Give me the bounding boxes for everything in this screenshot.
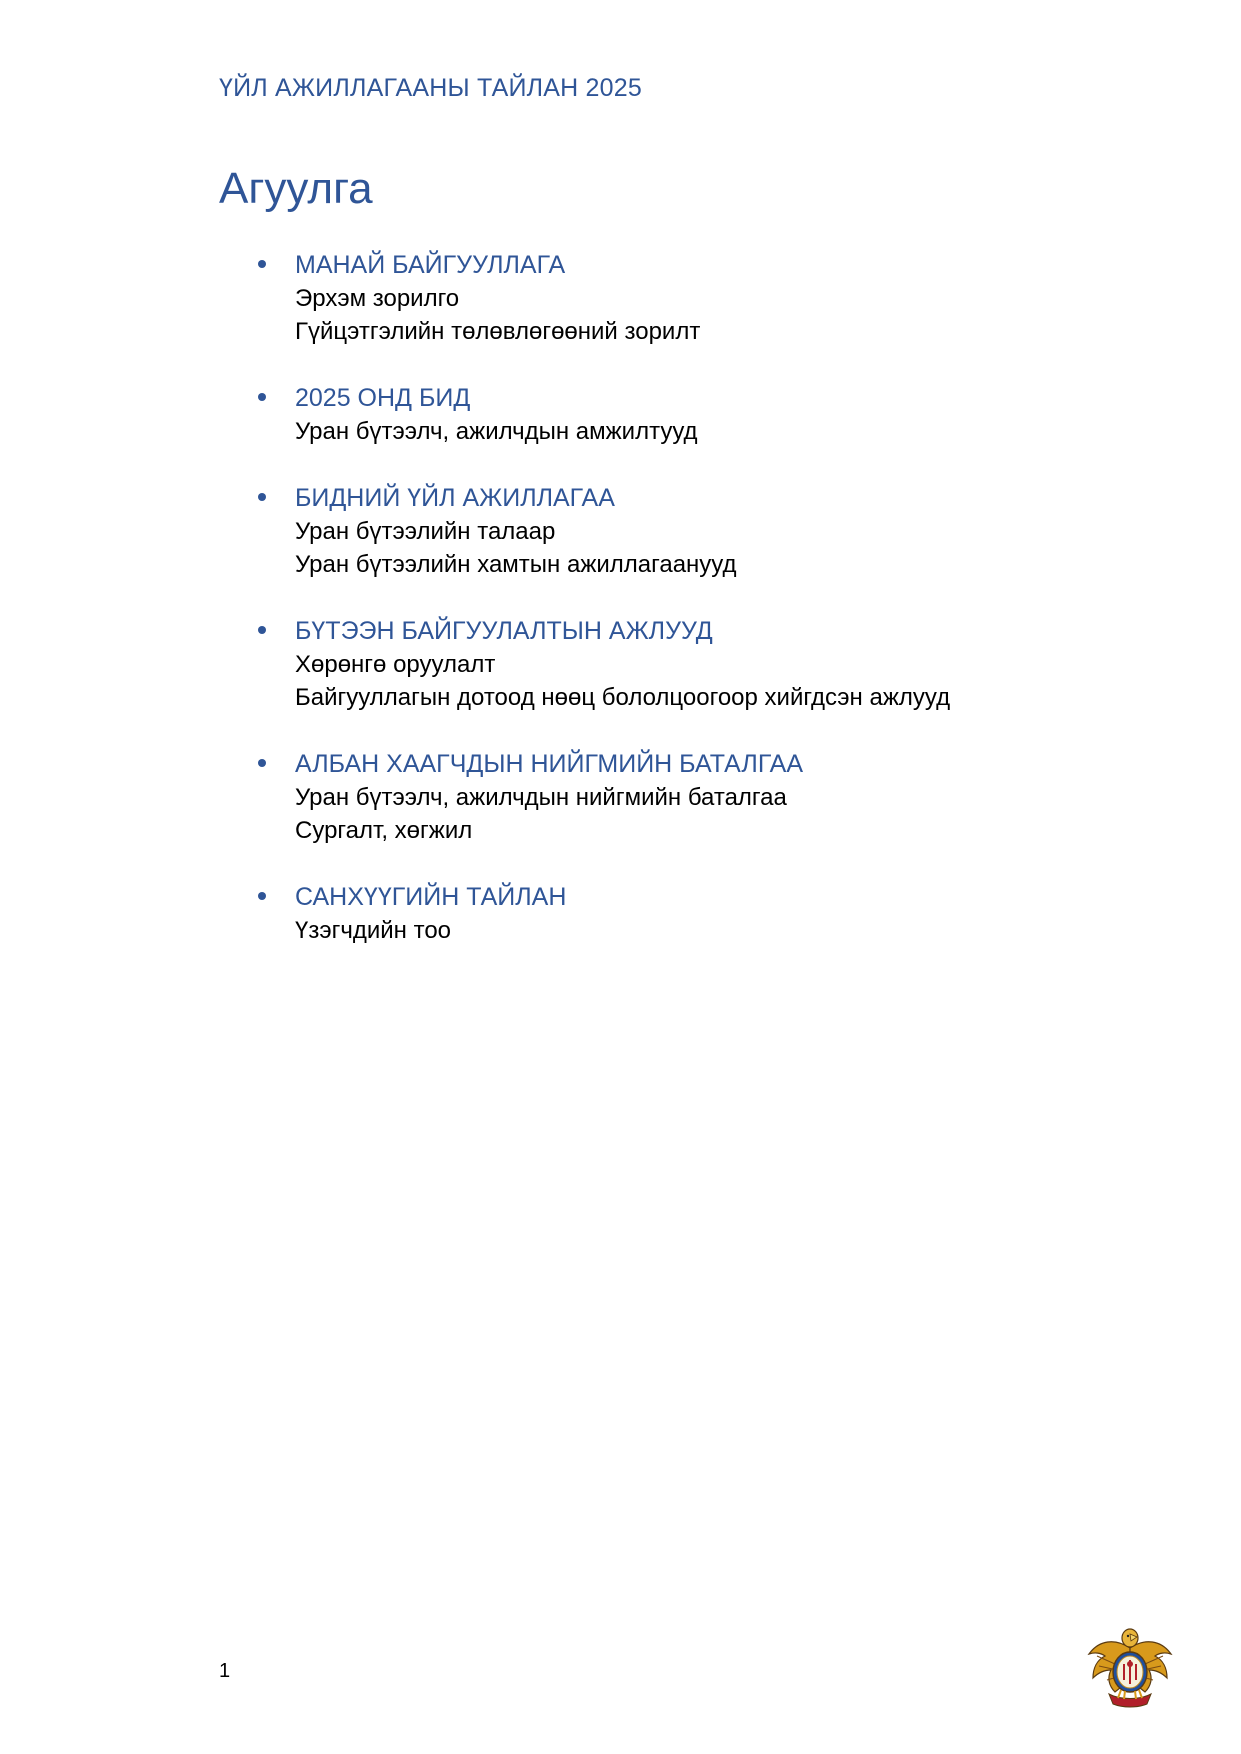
toc-section-title[interactable]: МАНАЙ БАЙГУУЛЛАГА bbox=[295, 251, 566, 279]
toc-sub-item[interactable]: Уран бүтээлч, ажилчдын нийгмийн баталгаа bbox=[295, 784, 787, 811]
toc-sub-item[interactable]: Байгууллагын дотоод нөөц бололцоогоор хийгдсэн ажлууд bbox=[295, 684, 951, 711]
toc-sub-item[interactable]: Хөрөнгө оруулалт bbox=[295, 651, 496, 678]
bullet-icon bbox=[258, 626, 266, 634]
toc-sub-item[interactable]: Эрхэм зорилго bbox=[295, 285, 460, 312]
bullet-icon bbox=[258, 260, 266, 268]
toc-sub-item[interactable]: Уран бүтээлч, ажилчдын амжилтууд bbox=[295, 418, 698, 445]
bullet-icon bbox=[258, 393, 266, 401]
toc-section bbox=[258, 248, 950, 348]
page-header: ҮЙЛ АЖИЛЛАГААНЫ ТАЙЛАН 2025 bbox=[219, 74, 642, 102]
bullet-icon bbox=[258, 892, 266, 900]
toc-sub-item[interactable]: Сургалт, хөгжил bbox=[295, 817, 473, 844]
toc-title: Агуулга bbox=[219, 164, 373, 213]
toc-section bbox=[258, 614, 950, 714]
toc-sub-item[interactable]: Уран бүтээлийн талаар bbox=[295, 518, 556, 545]
toc-section-title[interactable]: БҮТЭЭН БАЙГУУЛАЛТЫН АЖЛУУД bbox=[295, 617, 713, 645]
bullet-icon bbox=[258, 493, 266, 501]
toc-section bbox=[258, 880, 950, 947]
toc-section-title[interactable]: БИДНИЙ ҮЙЛ АЖИЛЛАГАА bbox=[295, 484, 615, 512]
toc-sub-item[interactable]: Үзэгчдийн тоо bbox=[295, 917, 452, 944]
toc-section bbox=[258, 381, 950, 448]
toc-sub-item[interactable]: Гүйцэтгэлийн төлөвлөгөөний зорилт bbox=[295, 318, 701, 345]
toc-sub-item[interactable]: Уран бүтээлийн хамтын ажиллагаанууд bbox=[295, 551, 737, 578]
table-of-contents bbox=[258, 248, 950, 980]
eagle-emblem-icon bbox=[1085, 1620, 1175, 1710]
page-number: 1 bbox=[219, 1660, 231, 1682]
bullet-icon bbox=[258, 759, 266, 767]
toc-section-title[interactable]: САНХҮҮГИЙН ТАЙЛАН bbox=[295, 883, 567, 911]
toc-section-title[interactable]: 2025 ОНД БИД bbox=[295, 384, 471, 412]
toc-section-title[interactable]: АЛБАН ХААГЧДЫН НИЙГМИЙН БАТАЛГАА bbox=[295, 750, 804, 778]
toc-section bbox=[258, 481, 950, 581]
toc-section bbox=[258, 747, 950, 847]
